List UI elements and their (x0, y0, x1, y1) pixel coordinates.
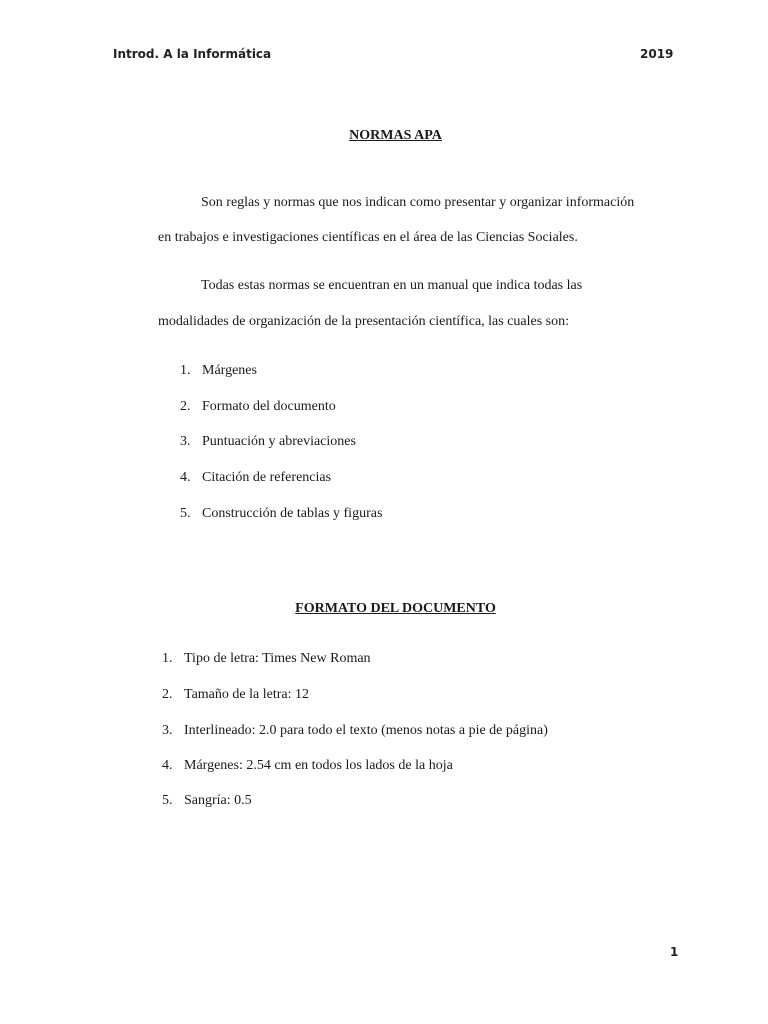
list-item-text: Puntuación y abreviaciones (202, 434, 356, 449)
list-item-text: Márgenes (202, 363, 257, 378)
page-number: 1 (670, 945, 679, 959)
paragraph-2-line-1: Todas estas normas se encuentran en un manual que indica todas las (201, 278, 583, 293)
list-item-number: 1. (162, 651, 173, 666)
list-item-number: 3. (162, 723, 173, 738)
section-title-formato-documento: FORMATO DEL DOCUMENTO (295, 601, 496, 616)
list-item-text: Márgenes: 2.54 cm en todos los lados de la hoja (184, 758, 453, 773)
list-item-text: Construcción de tablas y figuras (202, 506, 383, 521)
list-item-text: Citación de referencias (202, 470, 332, 485)
paragraph-1-line-2: en trabajos e investigaciones científicas en el área de las Ciencias Sociales. (158, 230, 578, 245)
header-year: 2019 (640, 47, 674, 61)
list-item-text: Interlineado: 2.0 para todo el texto (menos notas a pie de página) (184, 723, 548, 738)
list-item-number: 3. (180, 434, 191, 449)
list-item-number: 2. (162, 687, 173, 702)
list-item-number: 4. (180, 470, 191, 485)
list-item-text: Sangría: 0.5 (184, 793, 252, 808)
section-title-normas-apa: NORMAS APA (349, 128, 442, 143)
list-item-number: 5. (162, 793, 173, 808)
list-item-text: Tamaño de la letra: 12 (184, 687, 309, 702)
list-item-number: 1. (180, 363, 191, 378)
list-item-number: 5. (180, 506, 191, 521)
paragraph-2-line-2: modalidades de organización de la presentación científica, las cuales son: (158, 314, 570, 329)
paragraph-1-line-1: Son reglas y normas que nos indican como presentar y organizar información (201, 195, 635, 210)
list-item-text: Formato del documento (202, 399, 336, 414)
list-item-number: 4. (162, 758, 173, 773)
header-course-title: Introd. A la Informática (113, 47, 272, 61)
list-item-number: 2. (180, 399, 191, 414)
list-item-text: Tipo de letra: Times New Roman (184, 651, 371, 666)
